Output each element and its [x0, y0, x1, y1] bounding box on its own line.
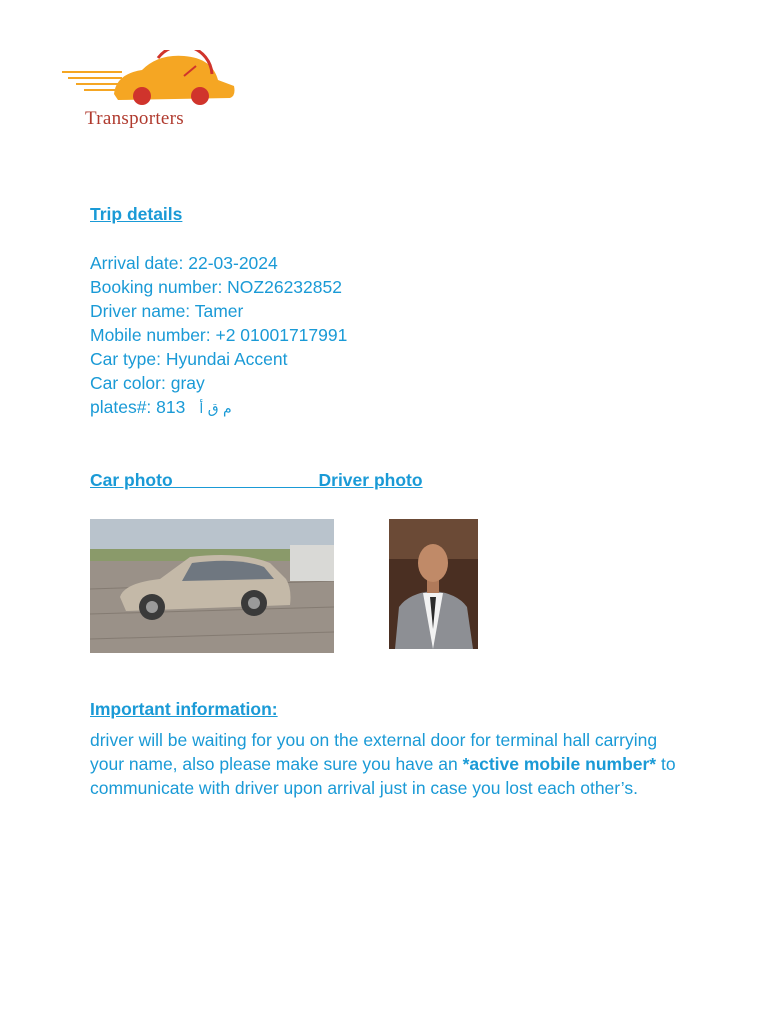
speed-lines-icon — [62, 72, 122, 90]
car-body-icon — [114, 56, 235, 100]
mobile-number: Mobile number: +2 01001717991 — [90, 325, 348, 345]
photos-heading: Car photo Driver photo — [90, 470, 423, 490]
wheel-icon — [191, 87, 209, 105]
info-text-part-1: driver will be waiting for you on the external door for terminal hall carrying your name, also please make sure you have an — [90, 730, 658, 774]
car-photo — [90, 519, 334, 653]
wheel-icon — [133, 87, 151, 105]
booking-number: Booking number: NOZ26232852 — [90, 277, 342, 297]
plates-arabic: م ق أ — [199, 401, 232, 417]
important-info-text — [90, 728, 690, 800]
info-text-part-2: to communicate with driver upon arrival just in case you lost each other’s. — [90, 754, 676, 798]
car-color: Car color: gray — [90, 373, 205, 393]
plates-number: plates#: 813 — [90, 397, 186, 417]
brand-name: Transporters — [85, 108, 184, 129]
driver-photo — [389, 519, 478, 649]
driver-name: Driver name: Tamer — [90, 301, 244, 321]
info-text-bold: *active mobile number* — [462, 754, 657, 774]
important-info-heading: Important information: — [90, 699, 278, 719]
plates — [90, 397, 232, 418]
trip-details-heading: Trip details — [90, 204, 183, 224]
car-type: Car type: Hyundai Accent — [90, 349, 288, 369]
arrival-date: Arrival date: 22-03-2024 — [90, 253, 278, 273]
